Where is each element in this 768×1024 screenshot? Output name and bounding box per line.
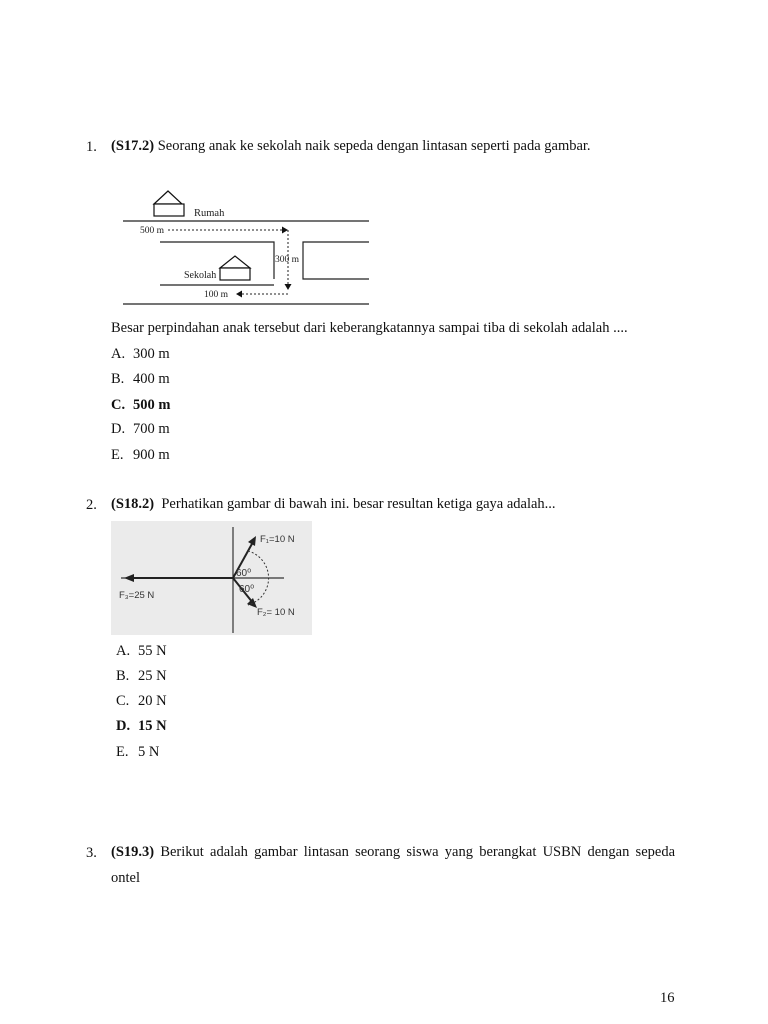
q1-option-d[interactable]: D. 700 m [111, 421, 170, 437]
question-2-stem [111, 491, 675, 517]
house-label: Rumah [194, 208, 225, 219]
force-vectors-figure [111, 521, 312, 635]
question-2-text: Perhatikan gambar di bawah ini. besar resultan ketiga gaya adalah... [161, 496, 556, 512]
bicycle-route-figure [118, 188, 378, 310]
question-1-stem [111, 133, 675, 159]
distance-100-label: 100 m [204, 290, 229, 300]
school-label: Sekolah [184, 270, 217, 281]
school-icon [220, 256, 250, 280]
q2-option-e[interactable]: E. 5 N [116, 744, 160, 760]
force-3-label: F₃=25 N [119, 590, 155, 601]
q2-option-d[interactable]: D. 15 N [116, 718, 167, 734]
question-1-prompt: Besar perpindahan anak tersebut dari keberangkatannya sampai tiba di sekolah adalah .... [111, 320, 628, 336]
distance-500-label: 500 m [140, 226, 165, 236]
question-3-code: (S19.3) [111, 844, 155, 860]
q2-option-a[interactable]: A. 55 N [116, 643, 167, 659]
q1-option-c[interactable]: C. 500 m [111, 397, 171, 413]
q2-option-b[interactable]: B. 25 N [116, 668, 167, 684]
q1-option-a[interactable]: A. 300 m [111, 346, 170, 362]
question-3-number: 3. [86, 845, 97, 861]
angle-bottom-label: 60⁰ [239, 584, 255, 595]
question-3-stem [111, 839, 675, 891]
q1-option-b[interactable]: B. 400 m [111, 371, 170, 387]
house-icon [154, 191, 184, 216]
force-2-label: F₂= 10 N [257, 607, 295, 618]
page-number: 16 [660, 990, 675, 1006]
distance-300-label: 300 m [275, 255, 300, 265]
angle-top-label: 60⁰ [236, 568, 252, 579]
question-1-text: Seorang anak ke sekolah naik sepeda dengan lintasan seperti pada gambar. [157, 138, 591, 154]
q1-option-e[interactable]: E. 900 m [111, 447, 170, 463]
question-2-number: 2. [86, 497, 97, 513]
question-3-text: Berikut adalah gambar lintasan seorang siswa yang berangkat USBN dengan sepeda ontel [111, 844, 676, 886]
question-1-number: 1. [86, 139, 97, 155]
force-1-label: F₁=10 N [260, 534, 295, 545]
question-2-code: (S18.2) [111, 496, 155, 512]
question-1-code: (S17.2) [111, 138, 155, 154]
q2-option-c[interactable]: C. 20 N [116, 693, 167, 709]
